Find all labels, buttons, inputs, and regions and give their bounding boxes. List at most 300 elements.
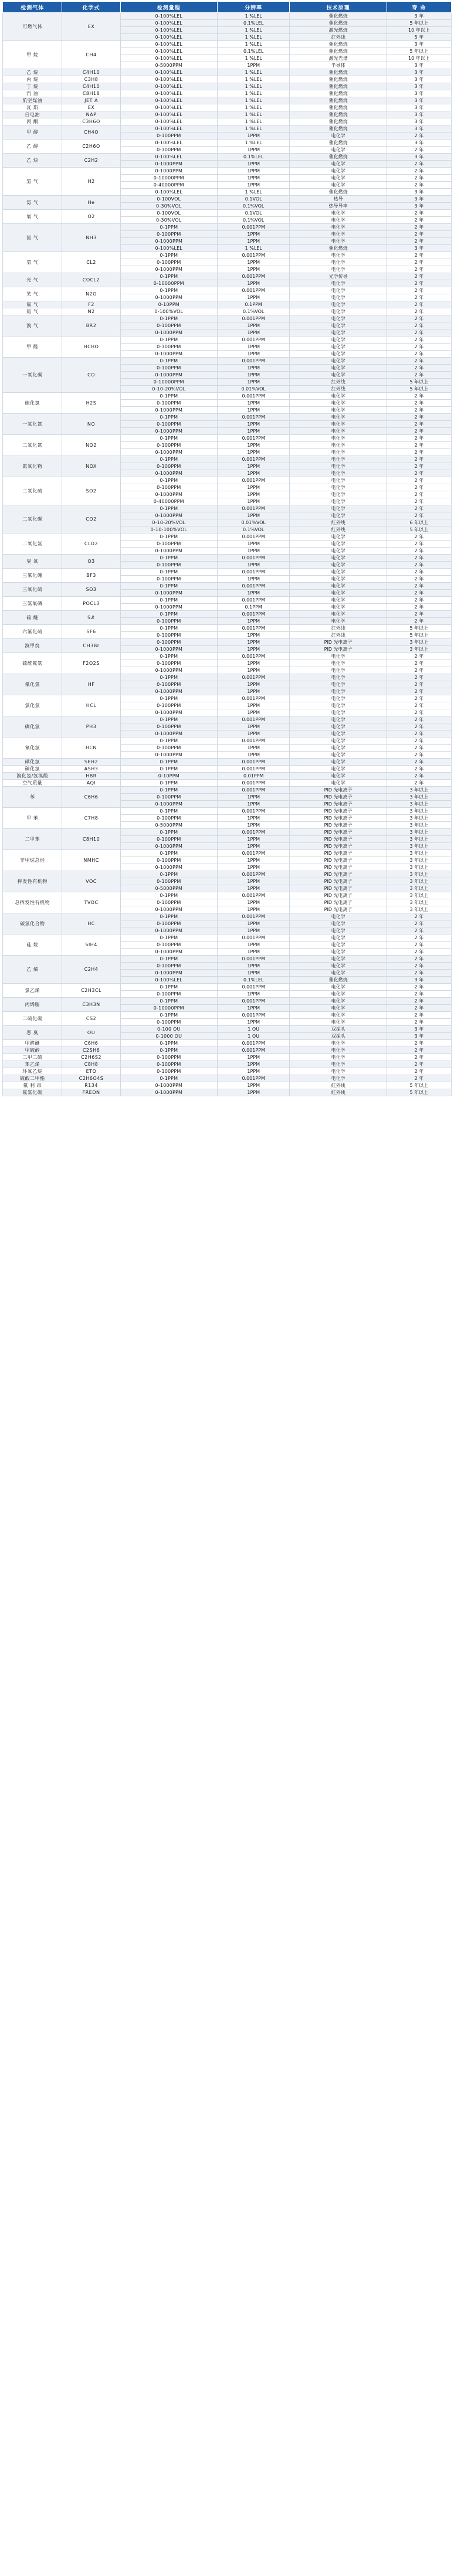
cell-detection-range: 0-100PPM [120,562,217,569]
cell-gas-name: 甲 苯 [3,808,62,829]
cell-detection-range: 0-100VOL [120,196,217,203]
cell-gas-name: 硫化氢 [3,393,62,414]
cell-resolution: 1PPM [217,161,289,168]
cell-detection-range: 0-1000PPM [120,864,217,871]
cell-gas-name: 非甲烷总烃 [3,850,62,871]
cell-lifetime: 3 年以上 [387,878,451,885]
cell-technology: 电化学 [290,456,387,463]
cell-gas-name: 硫酸二甲酯 [3,1075,62,1082]
cell-lifetime: 2 年 [387,695,451,702]
cell-gas-name: 总挥发性有机物 [3,892,62,913]
cell-resolution: 1PPM [217,548,289,555]
cell-gas-name: 丙烯腈 [3,998,62,1012]
cell-technology: 电化学 [290,562,387,569]
table-row [3,125,452,132]
cell-technology: 电化学 [290,695,387,702]
cell-detection-range: 0-1000PPM [120,688,217,695]
cell-resolution: 0.001PPM [217,505,289,512]
cell-resolution: 1PPM [217,1005,289,1012]
cell-detection-range: 0-100%VOL [120,308,217,315]
cell-lifetime: 2 年 [387,224,451,231]
cell-gas-name: 挥发性有机物 [3,871,62,892]
table-row [3,41,452,48]
cell-detection-range: 0-100PPM [120,702,217,709]
cell-lifetime: 2 年 [387,956,451,963]
cell-detection-range: 0-1PPM [120,533,217,541]
cell-chemical-formula: CL2 [62,252,120,273]
cell-technology: 电化学 [290,505,387,512]
cell-lifetime: 2 年 [387,688,451,695]
cell-lifetime: 3 年以上 [387,843,451,850]
cell-lifetime: 2 年 [387,1047,451,1054]
cell-resolution: 1PPM [217,365,289,372]
cell-chemical-formula: R134 [62,1082,120,1089]
cell-technology: 电化学 [290,463,387,470]
cell-lifetime: 2 年 [387,738,451,745]
table-row [3,759,452,766]
cell-lifetime: 2 年 [387,963,451,970]
cell-detection-range: 0-1000PPM [120,491,217,498]
cell-chemical-formula: AQI [62,780,120,787]
cell-gas-name: 乙 炔 [3,154,62,168]
cell-lifetime: 2 年 [387,498,451,505]
table-row [3,913,452,920]
cell-resolution: 1PPM [217,470,289,477]
cell-technology: 电化学 [290,660,387,667]
cell-lifetime: 3 年以上 [387,639,451,646]
cell-lifetime: 3 年以上 [387,822,451,829]
cell-resolution: 1PPM [217,745,289,752]
cell-technology: 电化学 [290,217,387,224]
cell-technology: 电化学 [290,259,387,266]
cell-gas-name: 硒化氢 [3,759,62,766]
cell-chemical-formula: HF [62,674,120,695]
cell-lifetime: 2 年 [387,512,451,519]
cell-detection-range: 0-100PPM [120,681,217,688]
cell-detection-range: 0-1PPM [120,653,217,660]
cell-resolution: 1PPM [217,752,289,759]
cell-technology: 电化学 [290,365,387,372]
table-row [3,998,452,1005]
cell-resolution: 0.001PPM [217,998,289,1005]
cell-detection-range: 0-100PPM [120,745,217,752]
cell-lifetime: 2 年 [387,400,451,407]
cell-resolution: 1PPM [217,794,289,801]
cell-lifetime: 3 年 [387,154,451,161]
cell-technology: 热导 [290,196,387,203]
cell-gas-name: 乙 烯 [3,956,62,984]
cell-lifetime: 2 年 [387,358,451,365]
cell-gas-name: 甲 醇 [3,125,62,140]
cell-gas-name: 磷化氢 [3,716,62,738]
cell-gas-name: 氦 气 [3,196,62,210]
cell-chemical-formula: SF6 [62,625,120,639]
cell-lifetime: 3 年 [387,97,451,104]
cell-technology: 热导导率 [290,203,387,210]
cell-lifetime: 2 年 [387,604,451,611]
table-row [3,892,452,899]
cell-gas-name: 苯 [3,787,62,808]
cell-resolution: 1PPM [217,463,289,470]
cell-resolution: 0.1%VOL [217,308,289,315]
cell-gas-name: 氢 气 [3,168,62,196]
cell-detection-range: 0-1000PPM [120,1082,217,1089]
cell-resolution: 1PPM [217,949,289,956]
cell-resolution: 1PPM [217,62,289,69]
cell-detection-range: 0-100PPM [120,421,217,428]
cell-resolution: 0.001PPM [217,252,289,259]
cell-detection-range: 0-1000PPM [120,407,217,414]
cell-technology: 催化燃烧 [290,977,387,984]
cell-lifetime: 2 年 [387,449,451,456]
cell-technology: 电化学 [290,752,387,759]
cell-resolution: 0.1%LEL [217,48,289,55]
cell-technology: 电化学 [290,653,387,660]
column-header-formula: 化学式 [62,2,120,13]
cell-technology: 双探头 [290,1033,387,1040]
cell-lifetime: 2 年 [387,280,451,287]
cell-detection-range: 0-100VOL [120,210,217,217]
cell-resolution: 1PPM [217,1068,289,1075]
cell-gas-name: 可燃气体 [3,13,62,41]
cell-detection-range: 0-5000PPM [120,822,217,829]
cell-resolution: 1 %LEL [217,83,289,90]
cell-lifetime: 3 年 [387,62,451,69]
cell-technology: 电化学 [290,548,387,555]
cell-gas-name: 三氯氧磷 [3,597,62,611]
cell-technology: 催化燃烧 [290,154,387,161]
cell-technology: 催化燃烧 [290,13,387,20]
cell-resolution: 1PPM [217,681,289,688]
cell-detection-range: 0-100%LEL [120,140,217,147]
cell-technology: 电化学 [290,400,387,407]
cell-detection-range: 0-1PPM [120,224,217,231]
cell-chemical-formula: C2SH6 [62,1047,120,1054]
cell-lifetime: 3 年以上 [387,906,451,913]
cell-resolution: 1PPM [217,801,289,808]
cell-chemical-formula: PH3 [62,716,120,738]
cell-technology: 电化学 [290,597,387,604]
cell-gas-name: 二氧化碳 [3,505,62,533]
cell-detection-range: 0-1000PPM [120,449,217,456]
cell-detection-range: 0-1PPM [120,456,217,463]
cell-technology: 电化学 [290,1068,387,1075]
cell-lifetime: 2 年 [387,618,451,625]
cell-technology: 电化学 [290,780,387,787]
cell-resolution: 0.001PPM [217,477,289,484]
cell-resolution: 1PPM [217,238,289,245]
cell-detection-range: 0-1PPM [120,956,217,963]
cell-lifetime: 3 年 [387,13,451,20]
cell-lifetime: 2 年 [387,1075,451,1082]
cell-resolution: 1PPM [217,632,289,639]
cell-detection-range: 0-1PPM [120,808,217,815]
cell-lifetime: 2 年 [387,927,451,934]
cell-lifetime: 2 年 [387,470,451,477]
cell-gas-name: 碳氢化合物 [3,913,62,934]
cell-detection-range: 0-30%VOL [120,217,217,224]
cell-lifetime: 3 年 [387,1033,451,1040]
cell-technology: 电化学 [290,1061,387,1068]
cell-detection-range: 0-1000PPM [120,161,217,168]
cell-lifetime: 3 年以上 [387,871,451,878]
cell-resolution: 1PPM [217,562,289,569]
table-row [3,154,452,161]
cell-resolution: 1 OU [217,1033,289,1040]
cell-chemical-formula: JET A [62,97,120,104]
cell-resolution: 1 %LEL [217,104,289,111]
cell-technology: 催化燃烧 [290,69,387,76]
cell-detection-range: 0-1PPM [120,850,217,857]
cell-lifetime: 3 年 [387,203,451,210]
table-row [3,625,452,632]
cell-resolution: 1PPM [217,878,289,885]
cell-lifetime: 3 年 [387,41,451,48]
cell-detection-range: 0-1000PPM [120,428,217,435]
cell-chemical-formula: F2 [62,301,120,308]
cell-technology: 催化燃烧 [290,140,387,147]
cell-technology: 红外线 [290,632,387,639]
cell-chemical-formula: NMHC [62,850,120,871]
cell-lifetime: 10 年以上 [387,55,451,62]
cell-chemical-formula: HCN [62,738,120,759]
cell-detection-range: 0-1PPM [120,892,217,899]
cell-resolution: 1PPM [217,730,289,738]
cell-detection-range: 0-100%LEL [120,90,217,97]
cell-detection-range: 0-10000PPM [120,1005,217,1012]
cell-lifetime: 3 年以上 [387,885,451,892]
cell-resolution: 1PPM [217,147,289,154]
cell-technology: 电化学 [290,344,387,351]
cell-gas-name: 六氟化硫 [3,625,62,639]
cell-detection-range: 0-100PPM [120,963,217,970]
cell-technology: PID 光电离子 [290,843,387,850]
cell-resolution: 0.001PPM [217,1075,289,1082]
cell-resolution: 1PPM [217,920,289,927]
cell-detection-range: 0-100%LEL [120,48,217,55]
cell-detection-range: 0-100 OU [120,1026,217,1033]
cell-gas-name: 空气质量 [3,780,62,787]
cell-detection-range: 0-1000PPM [120,266,217,273]
cell-technology: 双探头 [290,1026,387,1033]
cell-detection-range: 0-100PPM [120,794,217,801]
cell-resolution: 0.001PPM [217,555,289,562]
cell-detection-range: 0-100PPM [120,576,217,583]
cell-lifetime: 2 年 [387,147,451,154]
table-row [3,315,452,322]
cell-gas-name: 瓦 斯 [3,104,62,111]
cell-detection-range: 0-100%LEL [120,76,217,83]
cell-technology: PID 光电离子 [290,864,387,871]
cell-resolution: 0.001PPM [217,956,289,963]
cell-resolution: 1PPM [217,702,289,709]
cell-detection-range: 0-1PPM [120,1047,217,1054]
cell-technology: 电化学 [290,337,387,344]
cell-technology: 电化学 [290,351,387,358]
table-row [3,1082,452,1089]
cell-lifetime: 2 年 [387,998,451,1005]
cell-technology: 电化学 [290,913,387,920]
cell-detection-range: 0-100PPM [120,231,217,238]
table-row [3,766,452,773]
cell-technology: 电化学 [290,322,387,329]
cell-resolution: 1PPM [217,322,289,329]
cell-lifetime: 3 年 [387,977,451,984]
cell-resolution: 1PPM [217,963,289,970]
cell-chemical-formula: CH3Br [62,639,120,653]
cell-lifetime: 5 年以上 [387,20,451,27]
cell-detection-range: 0-1PPM [120,393,217,400]
cell-detection-range: 0-1000PPM [120,351,217,358]
cell-detection-range: 0-100%LEL [120,245,217,252]
cell-resolution: 1PPM [217,942,289,949]
table-row [3,597,452,604]
cell-lifetime: 2 年 [387,301,451,308]
cell-detection-range: 0-100PPM [120,541,217,548]
cell-technology: PID 光电离子 [290,878,387,885]
cell-resolution: 1PPM [217,646,289,653]
cell-detection-range: 0-1000PPM [120,730,217,738]
cell-resolution: 0.001PPM [217,808,289,815]
cell-lifetime: 2 年 [387,533,451,541]
cell-lifetime: 2 年 [387,217,451,224]
cell-chemical-formula: BF3 [62,569,120,583]
cell-lifetime: 2 年 [387,984,451,991]
cell-technology: 电化学 [290,421,387,428]
cell-resolution: 1PPM [217,484,289,491]
table-row [3,118,452,125]
cell-resolution: 1PPM [217,372,289,379]
cell-chemical-formula: F2O2S [62,653,120,674]
cell-detection-range: 0-1PPM [120,829,217,836]
cell-resolution: 1PPM [217,449,289,456]
cell-technology: 催化燃烧 [290,20,387,27]
cell-lifetime: 2 年 [387,780,451,787]
column-header-gas: 检测气体 [3,2,62,13]
cell-gas-name: 溴 气 [3,315,62,337]
cell-gas-name: 汽 油 [3,90,62,97]
cell-detection-range: 0-1000PPM [120,906,217,913]
cell-resolution: 0.001PPM [217,653,289,660]
table-row [3,308,452,315]
cell-resolution: 1PPM [217,864,289,871]
cell-chemical-formula: N2 [62,308,120,315]
cell-lifetime: 3 年 [387,69,451,76]
cell-detection-range: 0-100%LEL [120,34,217,41]
cell-chemical-formula: FREON [62,1089,120,1096]
cell-technology: 电化学 [290,723,387,730]
cell-detection-range: 0-100%LEL [120,111,217,118]
cell-technology: 催化燃烧 [290,125,387,132]
cell-resolution: 0.1VOL [217,196,289,203]
table-row [3,716,452,723]
column-header-resolution: 分辨率 [217,2,289,13]
cell-chemical-formula: EX [62,13,120,41]
cell-lifetime: 5 年以上 [387,379,451,386]
cell-resolution: 1PPM [217,1061,289,1068]
cell-chemical-formula: CH4 [62,41,120,69]
cell-chemical-formula: NO2 [62,435,120,456]
cell-lifetime: 2 年 [387,407,451,414]
cell-technology: 电化学 [290,709,387,716]
cell-lifetime: 2 年 [387,308,451,315]
cell-resolution: 0.001PPM [217,716,289,723]
cell-detection-range: 0-1000PPM [120,927,217,934]
cell-detection-range: 0-1PPM [120,287,217,294]
cell-technology: 电化学 [290,759,387,766]
table-row [3,787,452,794]
cell-chemical-formula: C6H6 [62,1040,120,1047]
cell-resolution: 0.001PPM [217,597,289,604]
cell-chemical-formula: C2H2 [62,154,120,168]
cell-detection-range: 0-1000PPM [120,970,217,977]
cell-lifetime: 2 年 [387,766,451,773]
cell-technology: PID 光电离子 [290,850,387,857]
cell-technology: PID 光电离子 [290,808,387,815]
cell-gas-name: 甲醛醚 [3,1040,62,1047]
cell-technology: 电化学 [290,442,387,449]
cell-gas-name: 氯化氢 [3,695,62,716]
cell-technology: 电化学 [290,604,387,611]
cell-lifetime: 2 年 [387,773,451,780]
table-row [3,414,452,421]
cell-gas-name: 一氧化碳 [3,358,62,393]
cell-chemical-formula: C2H6O [62,140,120,154]
cell-resolution: 0.001PPM [217,583,289,590]
cell-technology: 电化学 [290,920,387,927]
cell-technology: 电化学 [290,491,387,498]
cell-technology: 红外线 [290,34,387,41]
cell-resolution: 1PPM [217,428,289,435]
cell-lifetime: 2 年 [387,934,451,942]
cell-chemical-formula: H2S [62,393,120,414]
cell-lifetime: 3 年以上 [387,646,451,653]
cell-chemical-formula: HC [62,913,120,934]
cell-technology: 电化学 [290,1047,387,1054]
cell-lifetime: 2 年 [387,266,451,273]
cell-detection-range: 0-10-20%VOL [120,386,217,393]
cell-detection-range: 0-1PPM [120,934,217,942]
cell-resolution: 1 OU [217,1026,289,1033]
cell-lifetime: 2 年 [387,365,451,372]
cell-lifetime: 2 年 [387,709,451,716]
cell-detection-range: 0-1PPM [120,435,217,442]
cell-technology: PID 光电离子 [290,829,387,836]
cell-technology: PID 光电离子 [290,801,387,808]
cell-resolution: 1PPM [217,344,289,351]
cell-gas-name: 丁 烷 [3,83,62,90]
cell-resolution: 0.001PPM [217,1012,289,1019]
table-row [3,639,452,646]
cell-detection-range: 0-1PPM [120,555,217,562]
cell-lifetime: 3 年以上 [387,787,451,794]
cell-resolution: 1 %LEL [217,34,289,41]
cell-detection-range: 0-1000PPM [120,604,217,611]
cell-technology: 电化学 [290,315,387,322]
cell-detection-range: 0-10000PPM [120,175,217,182]
cell-technology: 电化学 [290,484,387,491]
cell-technology: 电化学 [290,773,387,780]
cell-lifetime: 2 年 [387,1040,451,1047]
cell-lifetime: 2 年 [387,583,451,590]
table-row [3,97,452,104]
cell-technology: 电化学 [290,231,387,238]
column-header-range: 检测量程 [120,2,217,13]
cell-resolution: 1PPM [217,132,289,140]
cell-detection-range: 0-1PPM [120,477,217,484]
cell-technology: 电化学 [290,393,387,400]
cell-chemical-formula: C2H6S2 [62,1054,120,1061]
